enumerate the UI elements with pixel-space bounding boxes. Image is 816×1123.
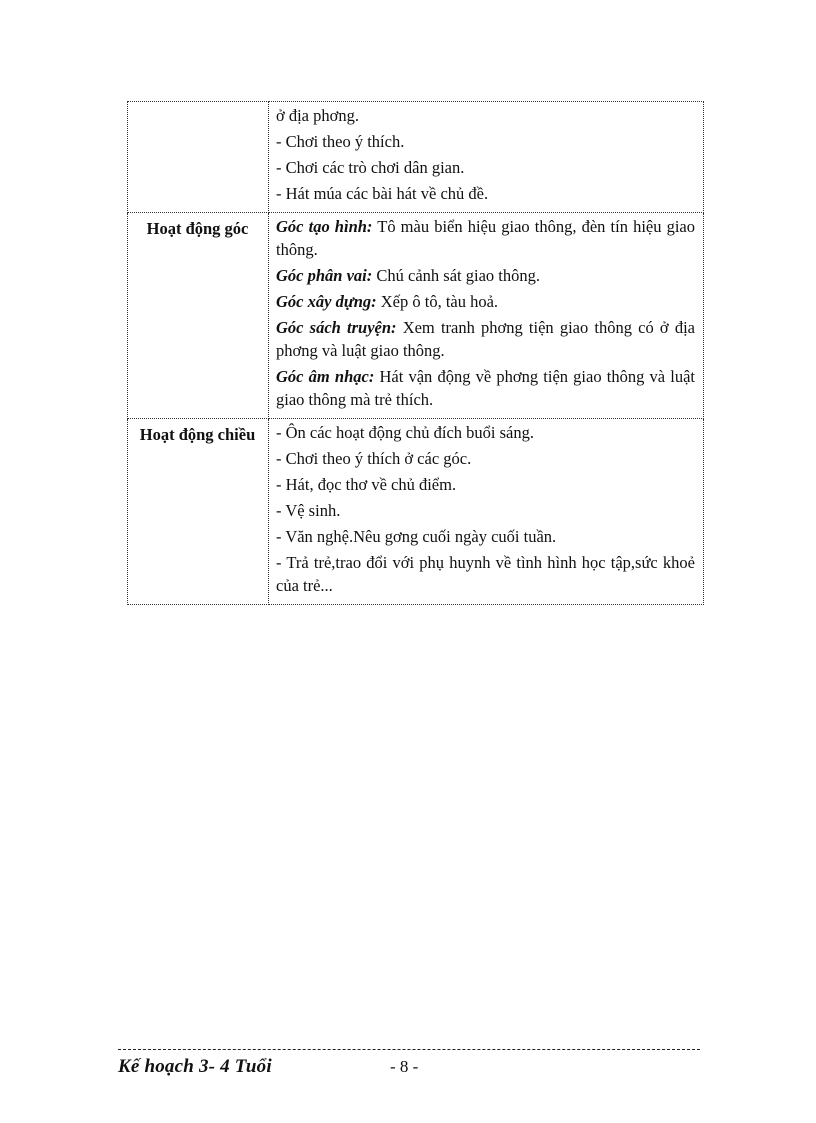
content-line: - Hát múa các bài hát về chủ đề. [276, 184, 489, 203]
content-line: - Hát, đọc thơ về chủ điểm. [276, 475, 457, 494]
corner-text: Hát vận động về phơng tiện giao thông và luật giao thông mà trẻ thích. [276, 367, 695, 409]
corner-item-music [276, 365, 695, 411]
content-line: - Chơi các trò chơi dân gian. [276, 158, 465, 177]
content-line: ở địa phơng. [276, 106, 359, 125]
content-line: - Vệ sinh. [276, 501, 341, 520]
table-row [128, 213, 704, 419]
table-row [128, 419, 704, 605]
corner-text: Chú cảnh sát giao thông. [372, 266, 540, 285]
row-label-empty [128, 102, 269, 213]
content-line: - Ôn các hoạt động chủ đích buổi sáng. [276, 423, 534, 442]
activity-content-cell [269, 102, 704, 213]
content-line: - Chơi theo ý thích ở các góc. [276, 449, 472, 468]
corner-item-building [276, 290, 695, 313]
corner-item-roleplay [276, 264, 695, 287]
content-line: - Chơi theo ý thích. [276, 132, 405, 151]
corner-label: Góc âm nhạc: [276, 367, 375, 386]
corner-item-books [276, 316, 695, 362]
page-number: - 8 - [390, 1057, 419, 1076]
corner-text: Tô màu biển hiệu giao thông, đèn tín hiệu giao thông. [276, 217, 695, 259]
content-line: - Văn nghệ.Nêu gơng cuối ngày cuối tuần. [276, 527, 557, 546]
content-line: - Trả trẻ,trao đổi với phụ huynh về tình hình học tập,sức khoẻ của trẻ... [276, 553, 695, 595]
corner-text: Xem tranh phơng tiện giao thông có ở địa phơng và luật giao thông. [276, 318, 695, 360]
corner-label: Góc phân vai: [276, 266, 373, 285]
footer-title: Kế hoạch 3- 4 Tuổi [118, 1056, 272, 1077]
corner-item-art [276, 215, 695, 261]
corner-text: Xếp ô tô, tàu hoả. [376, 292, 499, 311]
table-row [128, 102, 704, 213]
corner-label: Góc xây dựng: [276, 292, 377, 311]
corner-label: Góc tạo hình: [276, 217, 373, 236]
row-label-afternoon-activity: Hoạt động chiều [128, 419, 269, 605]
corner-activity-cell [269, 213, 704, 419]
footer-divider [118, 1049, 700, 1050]
afternoon-activity-cell [269, 419, 704, 605]
corner-label: Góc sách truyện: [276, 318, 397, 337]
activity-plan-table [127, 101, 704, 605]
row-label-corner-activity: Hoạt động góc [128, 213, 269, 419]
